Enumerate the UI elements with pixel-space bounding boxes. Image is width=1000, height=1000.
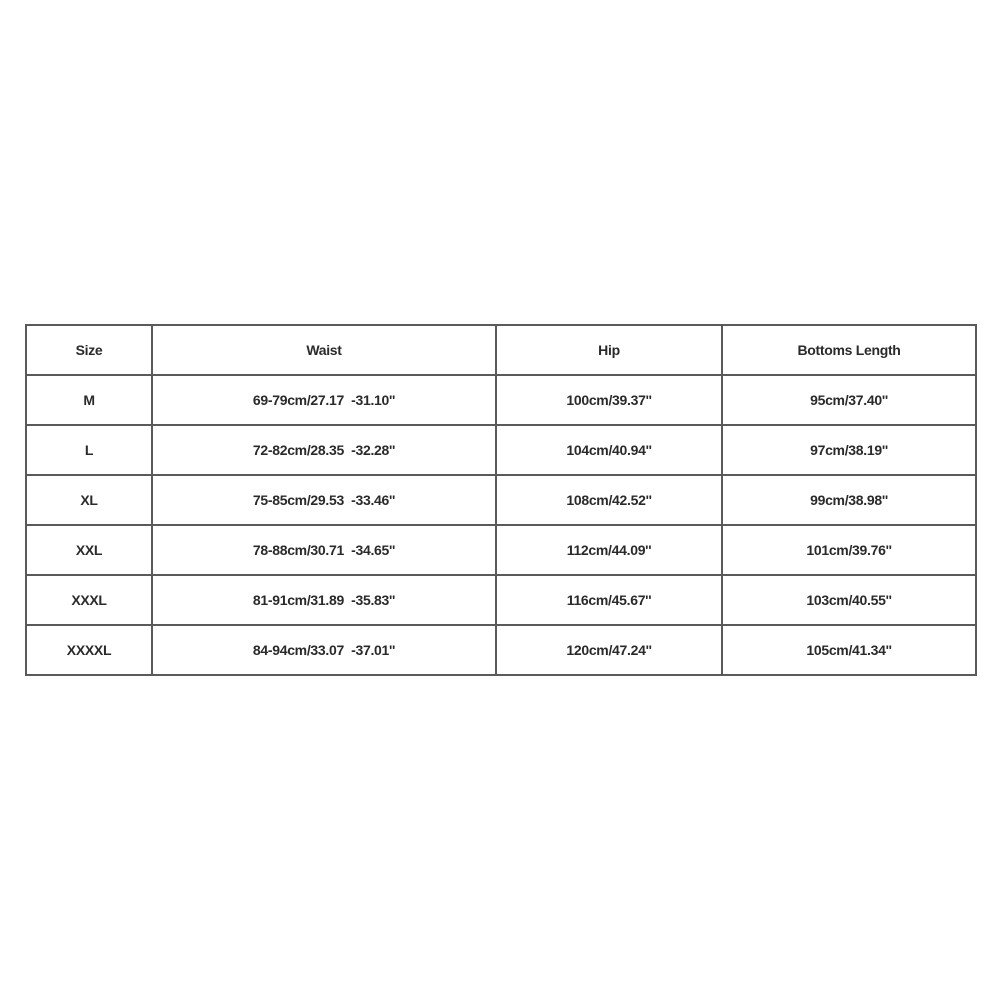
- cell-hip: 108cm/42.52'': [496, 475, 722, 525]
- table-row: [26, 375, 976, 425]
- table-row: [26, 575, 976, 625]
- table-row: [26, 425, 976, 475]
- cell-size: XL: [26, 475, 152, 525]
- cell-bottoms-length: 99cm/38.98'': [722, 475, 976, 525]
- header-bottoms-length: Bottoms Length: [722, 325, 976, 375]
- cell-hip: 104cm/40.94'': [496, 425, 722, 475]
- cell-size: XXL: [26, 525, 152, 575]
- header-size: Size: [26, 325, 152, 375]
- cell-size: L: [26, 425, 152, 475]
- cell-size: M: [26, 375, 152, 425]
- header-waist: Waist: [152, 325, 496, 375]
- cell-waist: 84-94cm/33.07 -37.01'': [152, 625, 496, 675]
- cell-size: XXXL: [26, 575, 152, 625]
- cell-bottoms-length: 97cm/38.19'': [722, 425, 976, 475]
- cell-hip: 100cm/39.37'': [496, 375, 722, 425]
- cell-bottoms-length: 103cm/40.55'': [722, 575, 976, 625]
- cell-waist: 81-91cm/31.89 -35.83'': [152, 575, 496, 625]
- cell-hip: 116cm/45.67'': [496, 575, 722, 625]
- cell-bottoms-length: 95cm/37.40'': [722, 375, 976, 425]
- cell-bottoms-length: 101cm/39.76'': [722, 525, 976, 575]
- cell-hip: 120cm/47.24'': [496, 625, 722, 675]
- table-header-row: [26, 325, 976, 375]
- cell-waist: 72-82cm/28.35 -32.28'': [152, 425, 496, 475]
- table-row: [26, 625, 976, 675]
- cell-waist: 75-85cm/29.53 -33.46'': [152, 475, 496, 525]
- size-chart-table: [25, 324, 977, 676]
- cell-waist: 78-88cm/30.71 -34.65'': [152, 525, 496, 575]
- cell-waist: 69-79cm/27.17 -31.10'': [152, 375, 496, 425]
- cell-size: XXXXL: [26, 625, 152, 675]
- cell-hip: 112cm/44.09'': [496, 525, 722, 575]
- table-row: [26, 475, 976, 525]
- header-hip: Hip: [496, 325, 722, 375]
- cell-bottoms-length: 105cm/41.34'': [722, 625, 976, 675]
- table-row: [26, 525, 976, 575]
